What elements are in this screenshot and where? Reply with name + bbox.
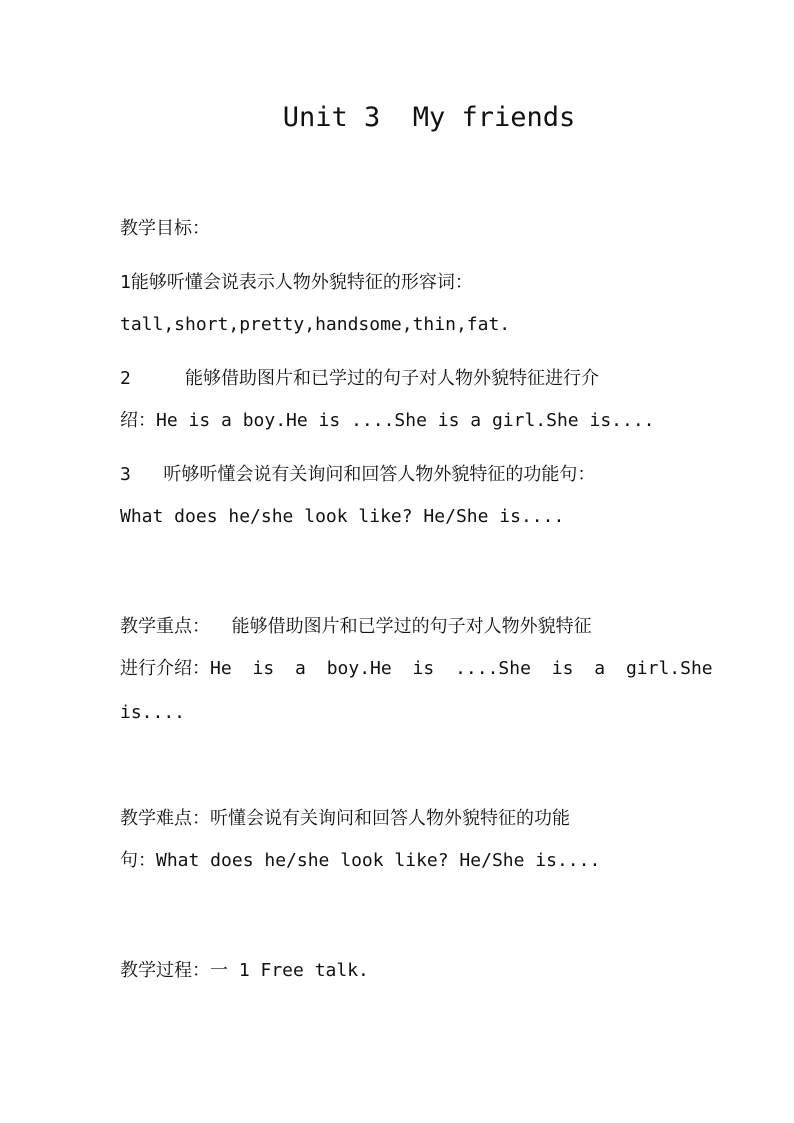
objective-3-text: 3 听够听懂会说有关询问和回答人物外貌特征的功能句：	[120, 464, 596, 485]
objective-1-words: tall,short,pretty,handsome,thin,fat.	[120, 314, 511, 335]
objective-2-text: 2 能够借助图片和已学过的句子对人物外貌特征进行介	[120, 368, 600, 389]
difficulties-sentence: 句：What does he/she look like? He/She is....	[120, 850, 601, 871]
objective-1-text: 1能够听懂会说表示人物外貌特征的形容词：	[120, 272, 473, 293]
process-text: 教学过程：一 1 Free talk.	[120, 960, 369, 981]
difficulties-text: 教学难点：听懂会说有关询问和回答人物外貌特征的功能	[120, 808, 570, 829]
key-points-examples: 进行介绍：He is a boy.He is ....She is a girl.She	[120, 658, 713, 679]
page-title: Unit 3 My friends	[282, 102, 576, 133]
key-points-text: 教学重点： 能够借助图片和已学过的句子对人物外貌特征	[120, 616, 592, 637]
objectives-heading: 教学目标：	[120, 218, 210, 239]
objective-3-sentence: What does he/she look like? He/She is....	[120, 506, 565, 527]
objective-2-examples: 绍：He is a boy.He is ....She is a girl.She is....	[120, 410, 655, 431]
key-points-continuation: is....	[120, 702, 186, 723]
